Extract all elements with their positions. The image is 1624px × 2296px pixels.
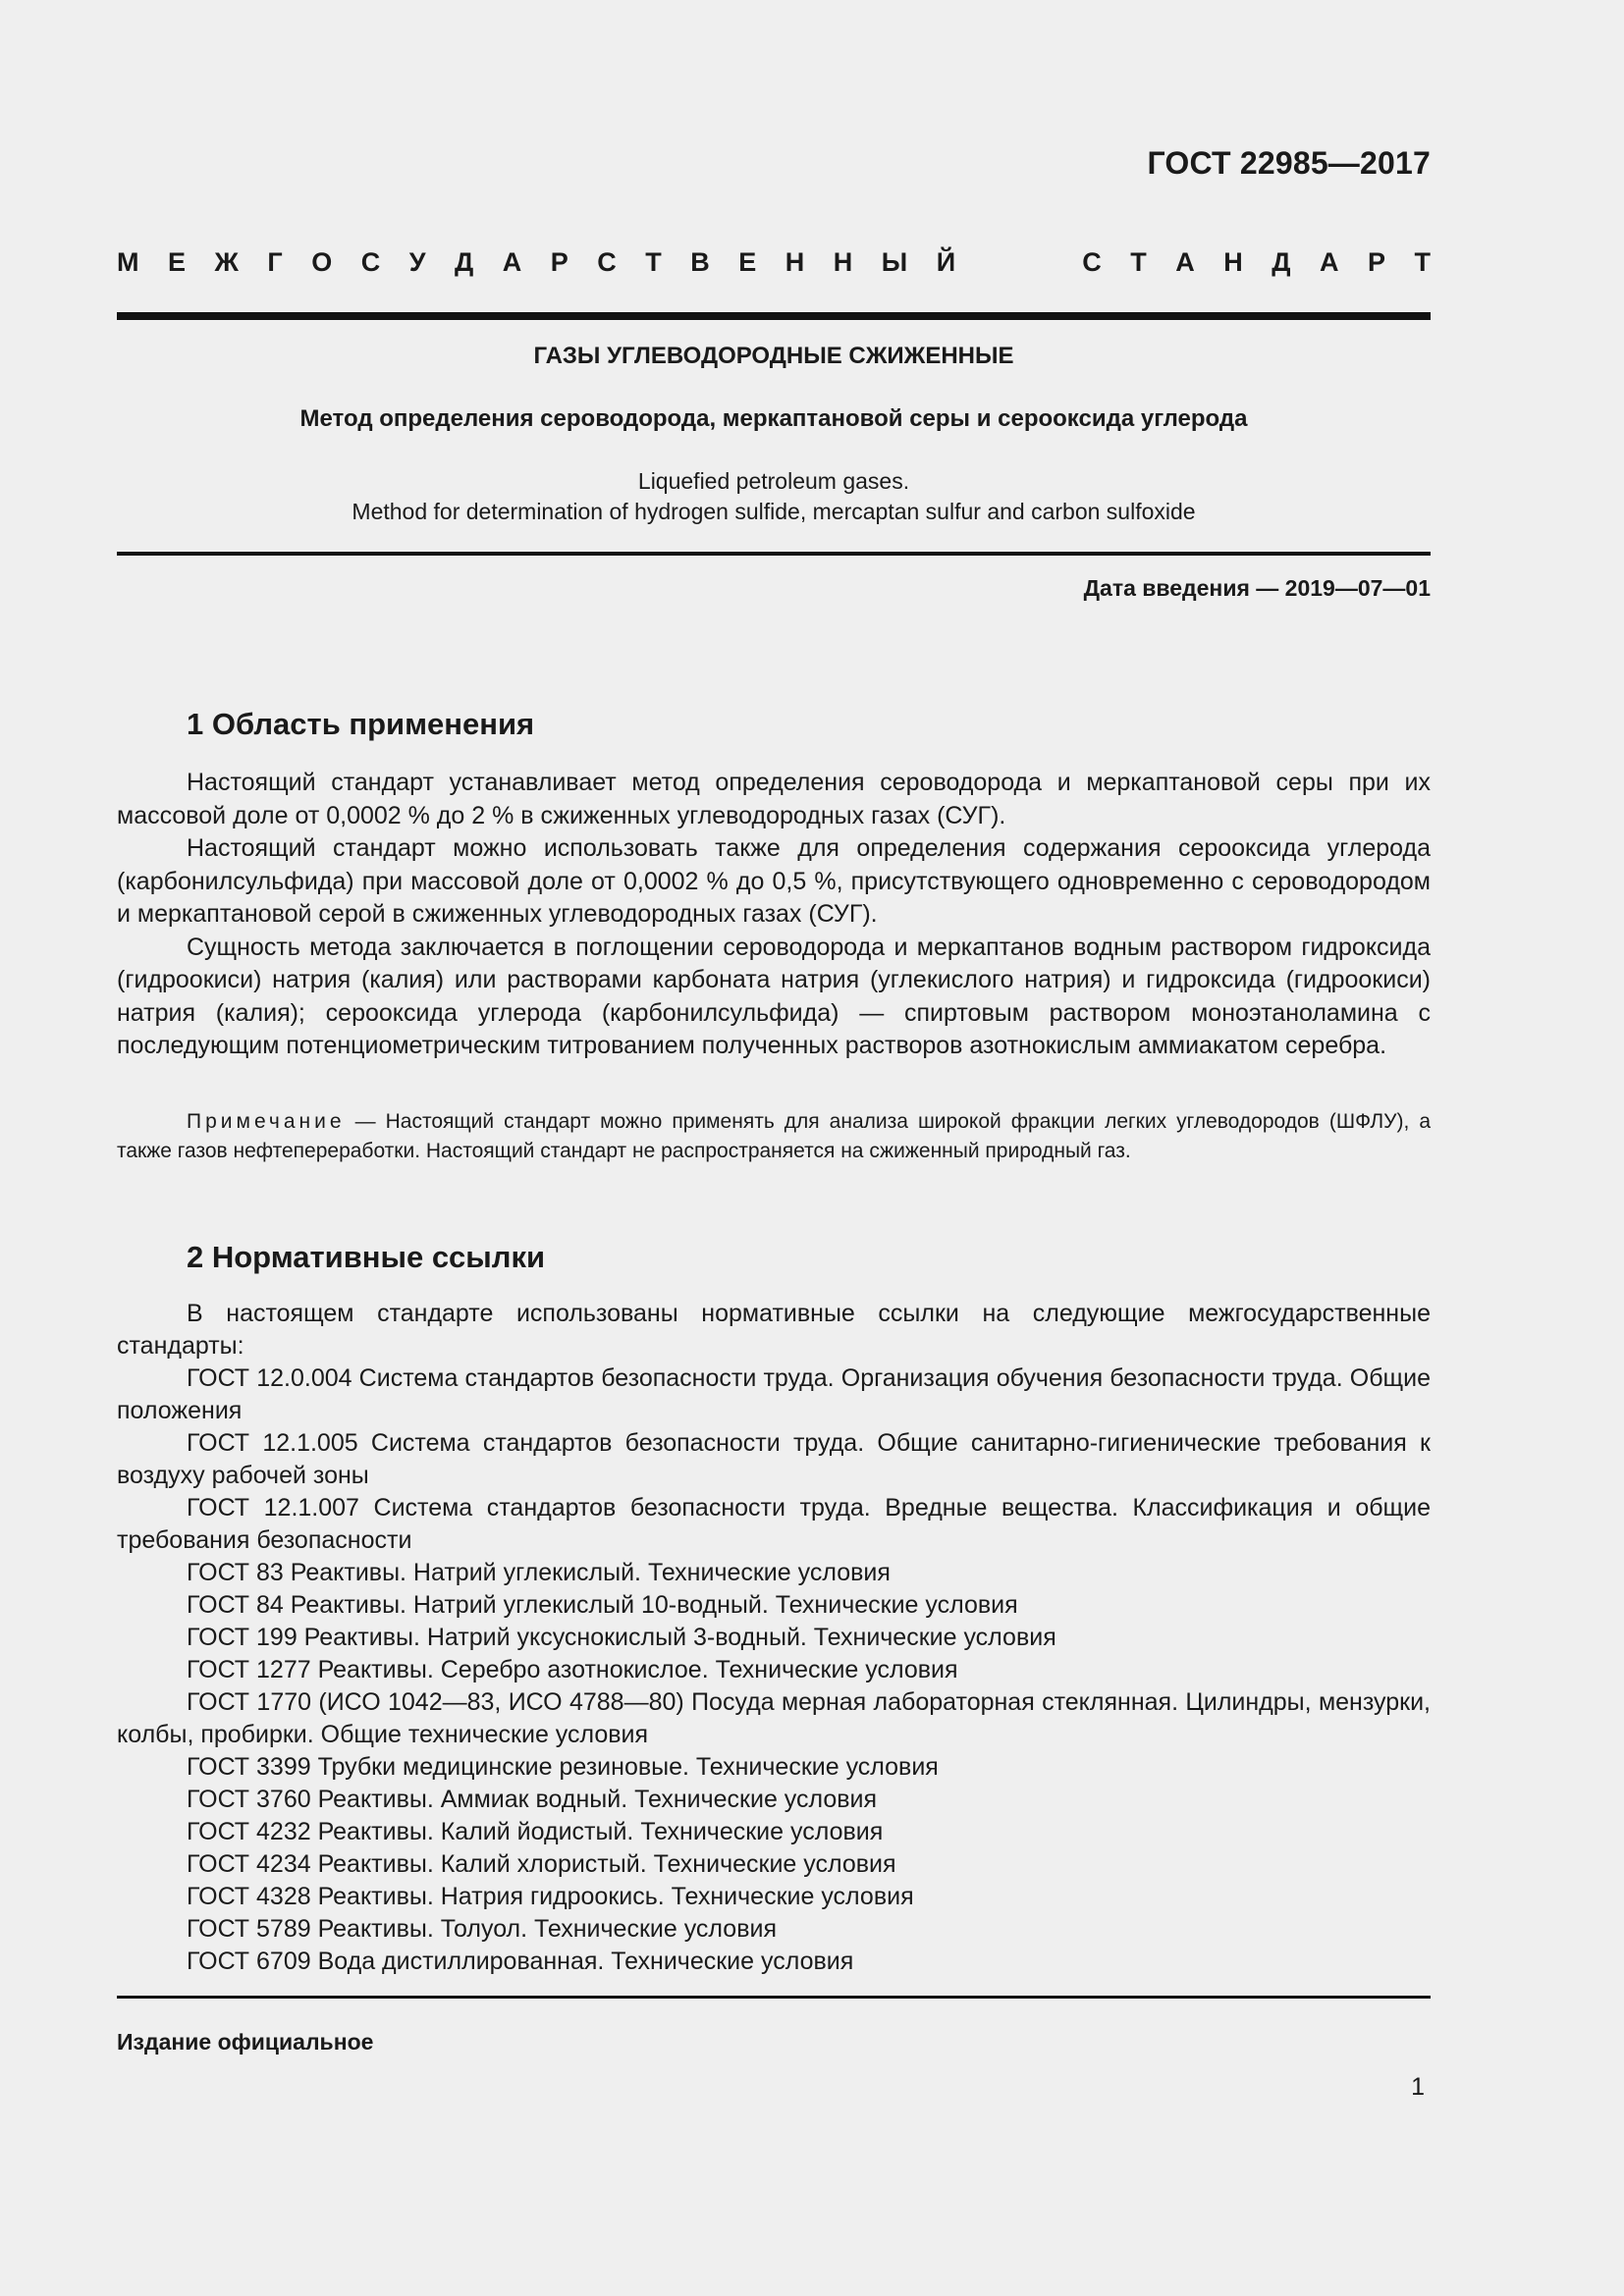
- reference-item: ГОСТ 4234 Реактивы. Калий хлористый. Технические условия: [187, 1850, 896, 1878]
- reference-item: ГОСТ 4232 Реактивы. Калий йодистый. Технические условия: [187, 1818, 884, 1845]
- title-divider: [117, 552, 1431, 556]
- section-1-paragraph: Сущность метода заключается в поглощении сероводорода и меркаптанов водным раствором гидроксида (гидроокиси) натрия (калия) или растворами карбоната натрия (углекислого натрия) и гидроксида (гидроокиси) натрия (калия); серооксида углерода (карбонилсульфида) — спиртовым раствором моноэтаноламина с последующим потенциометрическим титрованием полученных растворов азотнокислым аммиакатом серебра.: [117, 933, 1431, 1059]
- standard-type-word-interstate: М Е Ж Г О С У Д А Р С Т В Е Н Н Ы Й: [117, 247, 956, 277]
- reference-item: ГОСТ 12.0.004 Система стандартов безопасности труда. Организация обучения безопасности труда. Общие положения: [117, 1364, 1431, 1424]
- reference-item: ГОСТ 84 Реактивы. Натрий углекислый 10-водный. Технические условия: [187, 1591, 1018, 1619]
- references-intro: В настоящем стандарте использованы нормативные ссылки на следующие межгосударственные стандарты:: [117, 1300, 1431, 1360]
- note-text: — Настоящий стандарт можно применять для анализа широкой фракции легких углеводородов (ШФЛУ), а также газов нефтепереработки. Настоящий стандарт не распространяется на сжиженный природный газ.: [117, 1110, 1431, 1162]
- section-1-note: [117, 1107, 1431, 1166]
- document-title: ГАЗЫ УГЛЕВОДОРОДНЫЕ СЖИЖЕННЫЕ: [533, 343, 1014, 369]
- header-divider-thick: [117, 312, 1431, 320]
- reference-item: ГОСТ 3399 Трубки медицинские резиновые. Технические условия: [187, 1753, 939, 1781]
- reference-item: ГОСТ 83 Реактивы. Натрий углекислый. Технические условия: [187, 1559, 891, 1586]
- section-2-heading: 2 Нормативные ссылки: [187, 1240, 546, 1274]
- reference-item: ГОСТ 6709 Вода дистиллированная. Технические условия: [187, 1948, 854, 1975]
- document-title-english: [117, 466, 1431, 527]
- section-1-heading: 1 Область применения: [187, 707, 535, 741]
- reference-item: ГОСТ 1277 Реактивы. Серебро азотнокислое. Технические условия: [187, 1656, 958, 1683]
- reference-item: ГОСТ 3760 Реактивы. Аммиак водный. Технические условия: [187, 1786, 878, 1813]
- reference-item: ГОСТ 12.1.005 Система стандартов безопасности труда. Общие санитарно-гигиенические требования к воздуху рабочей зоны: [117, 1429, 1431, 1489]
- english-title-line-1: Liquefied petroleum gases.: [637, 468, 910, 494]
- standard-type-word-standard: С Т А Н Д А Р Т: [1082, 247, 1431, 277]
- reference-item: ГОСТ 12.1.007 Система стандартов безопасности труда. Вредные вещества. Классификация и общие требования безопасности: [117, 1494, 1431, 1554]
- reference-item: ГОСТ 4328 Реактивы. Натрия гидроокись. Технические условия: [187, 1883, 914, 1910]
- section-1-paragraph: Настоящий стандарт можно использовать также для определения содержания серооксида углерода (карбонилсульфида) при массовой доле от 0,0002 % до 0,5 %, присутствующего одновременно с сероводородом и меркаптановой серой в сжиженных углеводородных газах (СУГ).: [117, 834, 1431, 928]
- section-1-body: [117, 767, 1431, 1063]
- section-1-paragraph: Настоящий стандарт устанавливает метод определения сероводорода и меркаптановой серы при их массовой доле от 0,0002 % до 2 % в сжиженных углеводородных газах (СУГ).: [117, 769, 1431, 829]
- note-label: Примечание: [187, 1110, 346, 1133]
- introduction-date: Дата введения — 2019—07—01: [1083, 575, 1431, 601]
- reference-item: ГОСТ 1770 (ИСО 1042—83, ИСО 4788—80) Посуда мерная лабораторная стеклянная. Цилиндры, мензурки, колбы, пробирки. Общие технические условия: [117, 1688, 1431, 1748]
- normative-references-list: [117, 1298, 1431, 1978]
- reference-item: ГОСТ 199 Реактивы. Натрий уксуснокислый 3-водный. Технические условия: [187, 1624, 1056, 1651]
- document-number: ГОСТ 22985—2017: [1147, 145, 1431, 181]
- official-edition-label: Издание официальное: [117, 2029, 374, 2055]
- document-subtitle: Метод определения сероводорода, меркаптановой серы и серооксида углерода: [299, 405, 1248, 432]
- reference-item: ГОСТ 5789 Реактивы. Толуол. Технические условия: [187, 1915, 777, 1943]
- standard-type-heading: [117, 247, 1431, 278]
- english-title-line-2: Method for determination of hydrogen sulfide, mercaptan sulfur and carbon sulfoxide: [352, 499, 1196, 524]
- page-number: 1: [1411, 2073, 1425, 2101]
- footer-divider: [117, 1996, 1431, 1999]
